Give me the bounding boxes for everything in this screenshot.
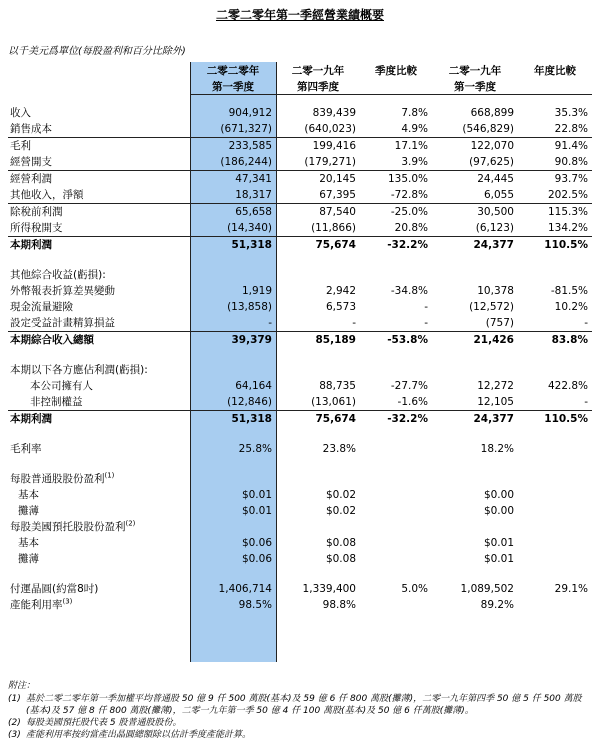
row-label: 其他收入，淨額 bbox=[10, 189, 84, 201]
row-label: 基本 bbox=[18, 537, 39, 549]
cell: 88,735 bbox=[319, 380, 356, 392]
row-label: 本期利潤 bbox=[8, 237, 190, 254]
header-row-2 bbox=[8, 78, 592, 95]
footnote-text: 產能利用率按約當產出晶圓總額除以估計季度產能計算。 bbox=[26, 730, 252, 740]
cell: 51,318 bbox=[190, 237, 276, 254]
table-row bbox=[8, 441, 592, 457]
table-row bbox=[8, 535, 592, 551]
table-row-total bbox=[8, 237, 592, 254]
row-label: 收入 bbox=[10, 107, 31, 119]
section-heading-label: 每股普通股股份盈利 bbox=[10, 473, 105, 485]
cell: $0.08 bbox=[325, 537, 356, 549]
table-row bbox=[8, 204, 592, 221]
section-heading-row bbox=[8, 267, 592, 283]
cell: 3.9% bbox=[401, 156, 428, 168]
cell: (6,123) bbox=[475, 222, 514, 234]
table-row bbox=[8, 394, 592, 411]
footnote-number: (3) bbox=[8, 730, 21, 740]
row-label: 基本 bbox=[18, 489, 39, 501]
cell: 18.2% bbox=[480, 443, 514, 455]
cell: 6,573 bbox=[325, 301, 356, 313]
cell: $0.00 bbox=[483, 505, 514, 517]
cell: 1,406,714 bbox=[218, 583, 272, 595]
row-label: 除稅前利潤 bbox=[8, 204, 190, 221]
cell: 98.8% bbox=[322, 599, 356, 611]
cell bbox=[360, 597, 432, 613]
cell: $0.02 bbox=[325, 505, 356, 517]
row-label: 毛利 bbox=[8, 138, 190, 155]
cell: 1,919 bbox=[241, 285, 272, 297]
footnote-text: 每股美國預托股代表 5 股普通股股份。 bbox=[26, 718, 182, 728]
cell: -1.6% bbox=[397, 396, 428, 408]
cell: 83.8% bbox=[518, 332, 592, 349]
row-label: 本期綜合收入總額 bbox=[8, 332, 190, 349]
footnote-number: (1) bbox=[8, 694, 21, 704]
cell: $0.06 bbox=[241, 553, 272, 565]
cell bbox=[518, 551, 592, 567]
footnote bbox=[8, 693, 592, 717]
cell bbox=[518, 535, 592, 551]
section-heading-row bbox=[8, 519, 592, 535]
cell bbox=[360, 551, 432, 567]
cell: 75,674 bbox=[276, 237, 360, 254]
section-heading bbox=[8, 519, 190, 535]
section-heading: 其他綜合收益(虧損): bbox=[10, 269, 106, 281]
row-label: 經營利潤 bbox=[8, 171, 190, 188]
cell: 91.4% bbox=[518, 138, 592, 155]
cell: -53.8% bbox=[360, 332, 432, 349]
cell: 199,416 bbox=[276, 138, 360, 155]
cell: 233,585 bbox=[190, 138, 276, 155]
table-row bbox=[8, 597, 592, 613]
cell bbox=[518, 441, 592, 457]
cell: 839,439 bbox=[312, 107, 356, 119]
table-row bbox=[8, 378, 592, 394]
cell: 2,942 bbox=[325, 285, 356, 297]
row-label: 本公司擁有人 bbox=[30, 380, 93, 392]
cell: 6,055 bbox=[483, 189, 514, 201]
footnote-number: (2) bbox=[8, 718, 21, 728]
cell: 89.2% bbox=[480, 599, 514, 611]
cell: -27.7% bbox=[390, 380, 428, 392]
cell: 202.5% bbox=[547, 189, 588, 201]
cell: -34.8% bbox=[390, 285, 428, 297]
table-row-total bbox=[8, 332, 592, 349]
footnotes-heading: 附注： bbox=[8, 681, 36, 691]
cell: (13,858) bbox=[227, 301, 272, 313]
section-heading bbox=[8, 471, 190, 487]
cell: 23.8% bbox=[322, 443, 356, 455]
cell: 87,540 bbox=[276, 204, 360, 221]
cell: 30,500 bbox=[432, 204, 518, 221]
cell: 47,341 bbox=[190, 171, 276, 188]
cell: - bbox=[584, 317, 588, 329]
cell: 12,272 bbox=[477, 380, 514, 392]
cell bbox=[360, 441, 432, 457]
col-header: 第一季度 bbox=[190, 78, 276, 95]
col-header: 年度比較 bbox=[534, 65, 576, 77]
section-heading-row bbox=[8, 471, 592, 487]
row-label: 付運晶圓(約當8吋) bbox=[10, 583, 99, 595]
footnote-ref: (3) bbox=[62, 597, 73, 606]
cell: $0.08 bbox=[325, 553, 356, 565]
cell bbox=[360, 487, 432, 503]
cell: 12,105 bbox=[477, 396, 514, 408]
cell: 29.1% bbox=[554, 583, 588, 595]
cell: (546,829) bbox=[462, 123, 514, 135]
cell: 10,378 bbox=[477, 285, 514, 297]
cell: -32.2% bbox=[360, 411, 432, 428]
cell: 10.2% bbox=[554, 301, 588, 313]
row-label: 外幣報表折算差異變動 bbox=[10, 285, 115, 297]
unit-note: 以千美元爲單位(每股盈利和百分比除外) bbox=[8, 46, 186, 57]
cell: 24,377 bbox=[432, 411, 518, 428]
cell: 110.5% bbox=[518, 237, 592, 254]
table-row bbox=[8, 121, 592, 138]
cell bbox=[518, 597, 592, 613]
table-row bbox=[8, 171, 592, 188]
row-label: 攤薄 bbox=[18, 553, 39, 565]
section-heading-label: 每股美國預托股股份盈利 bbox=[10, 521, 126, 533]
col-header bbox=[518, 78, 592, 95]
cell: $0.00 bbox=[483, 489, 514, 501]
cell: 668,899 bbox=[470, 107, 514, 119]
col-header: 季度比較 bbox=[375, 65, 417, 77]
table-row bbox=[8, 138, 592, 155]
col-header: 第一季度 bbox=[432, 78, 518, 95]
cell: 5.0% bbox=[401, 583, 428, 595]
cell: - bbox=[268, 317, 272, 329]
cell bbox=[360, 535, 432, 551]
cell: 422.8% bbox=[547, 380, 588, 392]
table-row bbox=[8, 503, 592, 519]
cell: 134.2% bbox=[547, 222, 588, 234]
cell: (14,340) bbox=[227, 222, 272, 234]
row-label: 毛利率 bbox=[10, 443, 42, 455]
section-heading-row bbox=[8, 362, 592, 378]
table-row bbox=[8, 187, 592, 204]
row-label: 設定受益計畫精算損益 bbox=[10, 317, 115, 329]
table-row bbox=[8, 220, 592, 237]
cell: -25.0% bbox=[360, 204, 432, 221]
row-label: 所得稅開支 bbox=[10, 222, 63, 234]
cell: (12,572) bbox=[469, 301, 514, 313]
cell: - bbox=[424, 301, 428, 313]
table-row-total bbox=[8, 411, 592, 428]
table-row bbox=[8, 154, 592, 171]
table-row bbox=[8, 487, 592, 503]
cell: - bbox=[352, 317, 356, 329]
row-label: 現金流量避險 bbox=[10, 301, 73, 313]
cell: 115.3% bbox=[518, 204, 592, 221]
cell: 135.0% bbox=[360, 171, 432, 188]
cell: 20,145 bbox=[276, 171, 360, 188]
cell: 110.5% bbox=[518, 411, 592, 428]
table-row bbox=[8, 105, 592, 121]
cell: 39,379 bbox=[190, 332, 276, 349]
row-label: 本期利潤 bbox=[8, 411, 190, 428]
cell: $0.01 bbox=[483, 553, 514, 565]
footnote-text: 基於二零二零年第一季加權平均普通股 50 億 9 仟 500 萬股(基本)及 59 億 6 仟 800 萬股(攤薄)，二零一九年第四季 50 億 5 仟 500 萬股(基本)及 57 億 8 仟 800 萬股(攤薄)，二零一九年第一季 50 億 4 仟 100 萬股(基本)及 50 億 6 仟萬股(攤薄)。 bbox=[26, 694, 582, 716]
cell: - bbox=[584, 396, 588, 408]
row-label: 經營開支 bbox=[10, 156, 52, 168]
cell: 93.7% bbox=[518, 171, 592, 188]
cell: 64,164 bbox=[235, 380, 272, 392]
cell bbox=[518, 503, 592, 519]
cell: 24,377 bbox=[432, 237, 518, 254]
cell: $0.02 bbox=[325, 489, 356, 501]
col-header: 二零一九年 bbox=[291, 65, 345, 77]
footnote bbox=[8, 729, 592, 741]
cell: (186,244) bbox=[220, 156, 272, 168]
col-header: 第四季度 bbox=[276, 78, 360, 95]
cell: 75,674 bbox=[276, 411, 360, 428]
cell: 65,658 bbox=[190, 204, 276, 221]
footnotes bbox=[8, 680, 592, 741]
cell: 24,445 bbox=[432, 171, 518, 188]
table-row bbox=[8, 581, 592, 597]
cell: 25.8% bbox=[238, 443, 272, 455]
row-label: 非控制權益 bbox=[30, 396, 83, 408]
footnote-ref: (1) bbox=[104, 471, 115, 480]
row-label: 銷售成本 bbox=[10, 123, 52, 135]
cell bbox=[360, 503, 432, 519]
cell: 51,318 bbox=[190, 411, 276, 428]
cell: 904,912 bbox=[228, 107, 272, 119]
cell: (13,061) bbox=[311, 396, 356, 408]
cell: 85,189 bbox=[276, 332, 360, 349]
cell: 7.8% bbox=[401, 107, 428, 119]
row-label bbox=[8, 597, 190, 613]
table-row bbox=[8, 299, 592, 315]
cell: 90.8% bbox=[554, 156, 588, 168]
cell: 22.8% bbox=[554, 123, 588, 135]
cell bbox=[518, 487, 592, 503]
cell: (671,327) bbox=[220, 123, 272, 135]
row-label-text: 產能利用率 bbox=[10, 599, 63, 611]
cell: (179,271) bbox=[304, 156, 356, 168]
cell: (12,846) bbox=[227, 396, 272, 408]
footnote-ref: (2) bbox=[125, 519, 136, 528]
col-header bbox=[360, 78, 432, 95]
cell: 98.5% bbox=[238, 599, 272, 611]
cell: 1,089,502 bbox=[460, 583, 514, 595]
table-row bbox=[8, 283, 592, 299]
footnote bbox=[8, 717, 592, 729]
cell: 17.1% bbox=[360, 138, 432, 155]
table-row bbox=[8, 551, 592, 567]
cell: -72.8% bbox=[390, 189, 428, 201]
cell: $0.01 bbox=[241, 505, 272, 517]
cell: (757) bbox=[485, 317, 514, 329]
section-heading: 本期以下各方應佔利潤(虧損): bbox=[10, 364, 148, 376]
cell: 20.8% bbox=[394, 222, 428, 234]
cell: 4.9% bbox=[401, 123, 428, 135]
cell: (640,023) bbox=[304, 123, 356, 135]
col-header: 二零二零年 bbox=[206, 65, 260, 77]
cell: $0.06 bbox=[241, 537, 272, 549]
cell: $0.01 bbox=[241, 489, 272, 501]
cell: - bbox=[424, 317, 428, 329]
cell: -81.5% bbox=[550, 285, 588, 297]
col-header: 二零一九年 bbox=[448, 65, 502, 77]
results-table bbox=[8, 62, 592, 613]
header-row-1 bbox=[8, 62, 592, 78]
cell: (11,866) bbox=[311, 222, 356, 234]
cell: 21,426 bbox=[432, 332, 518, 349]
cell: 35.3% bbox=[554, 107, 588, 119]
cell: 122,070 bbox=[432, 138, 518, 155]
report-title: 二零二零年第一季經營業績概要 bbox=[215, 8, 384, 22]
row-label: 攤薄 bbox=[18, 505, 39, 517]
cell: $0.01 bbox=[483, 537, 514, 549]
cell: -32.2% bbox=[360, 237, 432, 254]
cell: 1,339,400 bbox=[302, 583, 356, 595]
table-row bbox=[8, 315, 592, 332]
cell: (97,625) bbox=[469, 156, 514, 168]
cell: 67,395 bbox=[319, 189, 356, 201]
cell: 18,317 bbox=[235, 189, 272, 201]
